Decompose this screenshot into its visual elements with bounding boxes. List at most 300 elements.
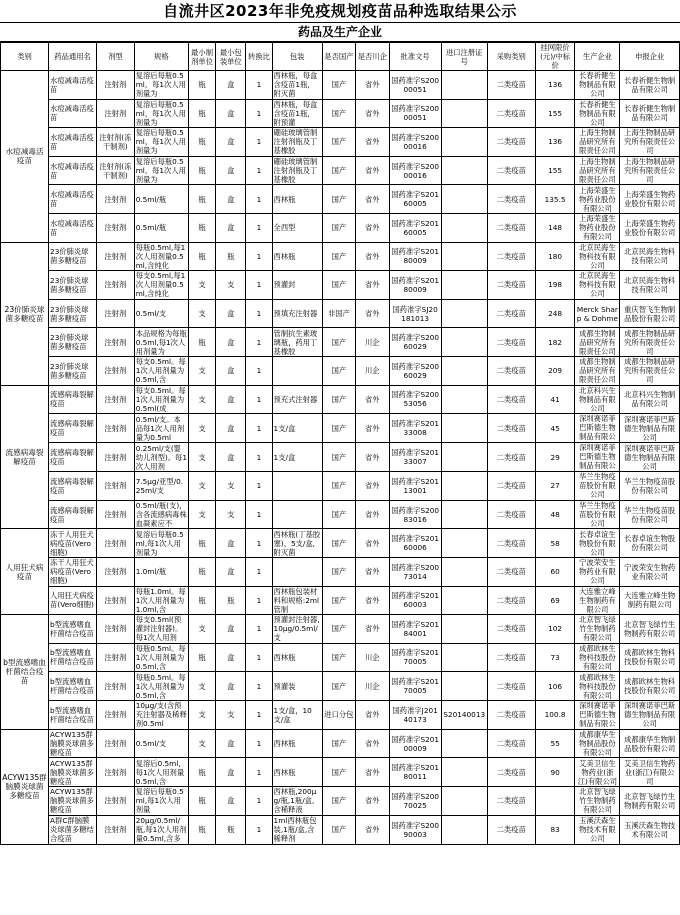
manufacturer-cell [575,758,620,787]
domestic-cell-text: 国产 [331,481,347,491]
drug-name-cell-text: b型流感嗜血杆菌结合疫苗 [50,705,94,724]
spec-cell-text: 每支0.5ml。每1次人用剂量为0.5ml(成 [135,385,186,413]
purchase-class-cell-text: 二类疫苗 [496,481,526,491]
applicant-cell [620,328,680,357]
approval-number-cell [389,99,441,128]
purchase-class-cell [487,787,535,816]
drug-name-cell-text: A群C群脑膜炎球菌多糖结合疫苗 [50,816,94,844]
approval-number-cell-text: 国药准字S20000016 [391,132,440,151]
packaging-cell [272,729,322,758]
spec-cell [134,156,188,185]
packaging-cell [272,643,322,672]
table-row [1,213,680,242]
domestic-cell [322,529,355,558]
approval-number-cell [389,700,441,729]
approval-number-cell-text: 国药准字S20090003 [391,820,440,839]
min-pack-cell [216,758,246,787]
spec-cell-text: 每支0.5ml(预灌封注射器)。每1次人用剂 [135,615,183,643]
spec-cell [134,672,188,701]
purchase-class-cell-text: 二类疫苗 [496,681,526,691]
approval-number-cell [389,299,441,328]
applicant-cell [620,700,680,729]
drug-name-cell-text: b型流感嗜血杆菌结合疫苗 [50,677,94,696]
ratio-cell [246,156,272,185]
domestic-cell [322,443,355,472]
min-pack-cell [216,472,246,501]
min-pack-cell [216,242,246,271]
sichuan-cell-text: 省外 [365,796,380,806]
min-pack-cell [216,586,246,615]
applicant-cell [620,128,680,157]
applicant-cell [620,815,680,844]
min-unit-cell [189,700,216,729]
spec-cell-text: 0.25ml/支(婴幼儿剂型)。每1次人用剂 [135,443,187,471]
price-cell-text: 155 [548,166,563,176]
manufacturer-cell [575,443,620,472]
manufacturer-cell-text: 大连雅立峰生物制药有限公司 [579,586,616,614]
dosage-form-cell-text: 注射剂 [104,652,127,662]
approval-number-cell-text: 国药准字S20160005 [391,190,440,209]
drug-name-cell-text: ACYW135群脑膜炎球菌多糖疫苗 [50,730,94,758]
domestic-cell [322,643,355,672]
manufacturer-cell-text: 成都欧林生物科技股份有限公司 [579,672,616,700]
min-pack-cell [216,787,246,816]
sichuan-cell [356,787,389,816]
applicant-cell [620,472,680,501]
manufacturer-cell [575,586,620,615]
category-cell: 水痘减毒活疫苗 [1,71,49,243]
dosage-form-cell-text: 注射剂 [104,538,127,548]
header-price: 挂网限价(元)/中标价 [535,43,575,71]
sichuan-cell-text: 省外 [365,567,380,577]
sichuan-cell-text: 省外 [365,309,380,319]
header-import-cert: 进口注册证号 [441,43,487,71]
applicant-cell [620,71,680,100]
drug-name-cell-text: 人用狂犬病疫苗(Vero细胞) [50,591,94,610]
min-unit-cell [189,328,216,357]
domestic-cell-text: 国产 [331,251,347,261]
dosage-form-cell [97,758,135,787]
min-unit-cell [189,443,216,472]
spec-cell-text: 1.0ml/瓶 [135,567,167,577]
category-cell: 流感病毒裂解疫苗 [1,385,49,529]
sichuan-cell [356,443,389,472]
ratio-cell [246,787,272,816]
import-cert-cell [441,185,487,214]
packaging-cell-text: 管制抗生素玻璃瓶，药用丁基橡胶 [273,328,318,356]
price-cell [535,586,575,615]
purchase-class-cell-text: 二类疫苗 [496,538,526,548]
approval-number-cell-text: 国药准字S20073014 [391,562,440,581]
purchase-class-cell [487,472,535,501]
approval-number-cell-text: 国药准字S20180011 [391,763,440,782]
drug-name-cell [49,787,97,816]
approval-number-cell [389,472,441,501]
spec-cell [134,615,188,644]
dosage-form-cell [97,672,135,701]
sichuan-cell-text: 省外 [365,280,380,290]
min-pack-cell [216,615,246,644]
import-cert-cell [441,271,487,300]
applicant-cell-text: 上海荣盛生物药业股份有限公司 [624,218,676,237]
sichuan-cell-text: 省外 [365,80,380,90]
applicant-cell-text: 北京智飞绿竹生物制药有限公司 [624,619,676,638]
header-min-pack: 最小包装单位 [216,43,246,71]
approval-number-cell-text: 国药准字S20170005 [391,677,440,696]
manufacturer-cell [575,672,620,701]
table-row [1,500,680,529]
min-unit-cell-text: 瓶 [198,108,206,118]
purchase-class-cell-text: 二类疫苗 [496,567,526,577]
dosage-form-cell [97,586,135,615]
spec-cell-text: 7.5μg/亚型/0.25ml/支 [135,476,184,495]
packaging-cell [272,557,322,586]
packaging-cell [272,586,322,615]
spec-cell-text: 0.5ml/支。本品每1次人用剂量为0.5ml [135,414,185,442]
domestic-cell-text: 国产 [331,166,347,176]
spec-cell [134,271,188,300]
ratio-cell-text: 1 [256,223,262,233]
purchase-class-cell-text: 二类疫苗 [496,710,526,720]
header-manufacturer: 生产企业 [575,43,620,71]
header-dosage-form: 剂型 [97,43,135,71]
ratio-cell-text: 1 [256,251,262,261]
manufacturer-cell [575,787,620,816]
ratio-cell [246,242,272,271]
manufacturer-cell [575,271,620,300]
import-cert-cell [441,385,487,414]
drug-name-cell-text: 水痘减毒活疫苗 [50,190,94,209]
approval-number-cell-text: 国药准字S20160003 [391,591,440,610]
spec-cell [134,328,188,357]
applicant-cell-text: 成都欧林生物科技股份有限公司 [624,677,676,696]
packaging-cell-text: 西林瓶包装材料和规格:2ml管制 [273,586,319,614]
domestic-cell [322,414,355,443]
import-cert-cell [441,729,487,758]
table-row [1,185,680,214]
purchase-class-cell-text: 二类疫苗 [496,825,526,835]
spec-cell [134,758,188,787]
table-row [1,557,680,586]
min-pack-cell-text: 盒 [227,366,235,376]
min-unit-cell [189,156,216,185]
dosage-form-cell-text: 注射剂 [104,394,127,404]
min-unit-cell-text: 瓶 [198,251,206,261]
approval-number-cell [389,643,441,672]
manufacturer-cell-text: 上海生物制品研究所有限责任公司 [579,128,616,156]
drug-name-cell [49,700,97,729]
price-cell [535,99,575,128]
sichuan-cell [356,299,389,328]
purchase-class-cell-text: 二类疫苗 [496,394,526,404]
min-pack-cell-text: 盒 [227,796,235,806]
drug-name-cell [49,443,97,472]
domestic-cell-text: 进口分包 [324,710,354,720]
drug-name-cell [49,185,97,214]
applicant-cell [620,242,680,271]
ratio-cell [246,99,272,128]
drug-name-cell [49,271,97,300]
min-unit-cell-text: 瓶 [198,767,206,777]
table-row [1,758,680,787]
packaging-cell-text: 西林瓶，每盒含疫苗1瓶，附灭菌 [273,71,318,99]
min-pack-cell-text: 盒 [227,624,235,634]
purchase-class-cell [487,700,535,729]
min-pack-cell-text: 盒 [227,739,235,749]
applicant-cell [620,586,680,615]
packaging-cell [272,271,322,300]
import-cert-cell [441,787,487,816]
applicant-cell-text: 长春祈健生物制品有限公司 [624,75,676,94]
sichuan-cell-text: 省外 [365,137,380,147]
domestic-cell [322,271,355,300]
applicant-cell [620,414,680,443]
min-unit-cell-text: 支 [198,394,206,404]
applicant-cell-text: 深圳赛诺菲巴斯德生物制品有限公司 [624,414,676,442]
drug-name-cell [49,815,97,844]
drug-name-cell-text: 冻干人用狂犬病疫苗(Vero细胞) [50,558,94,586]
manufacturer-cell [575,156,620,185]
applicant-cell-text: 华兰生物疫苗股份有限公司 [624,476,676,495]
packaging-cell [272,700,322,729]
spec-cell-text: 10μg/支(含预充注射器及稀释剂0.5ml [135,701,187,729]
packaging-cell-text: 西林瓶，每盒含疫苗1瓶，附预灌 [273,99,318,127]
sichuan-cell [356,672,389,701]
dosage-form-cell [97,787,135,816]
manufacturer-cell [575,242,620,271]
packaging-cell [272,815,322,844]
sichuan-cell-text: 省外 [365,166,380,176]
import-cert-cell [441,815,487,844]
import-cert-cell [441,758,487,787]
sichuan-cell-text: 省外 [365,510,380,520]
domestic-cell [322,99,355,128]
domestic-cell-text: 国产 [331,337,347,347]
purchase-class-cell-text: 二类疫苗 [496,624,526,634]
dosage-form-cell-text: 注射剂 [104,796,127,806]
dosage-form-cell-text: 注射剂 [104,510,127,520]
ratio-cell-text: 1 [256,825,262,835]
manufacturer-cell [575,414,620,443]
approval-number-cell [389,615,441,644]
price-cell [535,71,575,100]
spec-cell [134,128,188,157]
import-cert-cell [441,586,487,615]
import-cert-cell [441,128,487,157]
drug-name-cell [49,328,97,357]
dosage-form-cell [97,443,135,472]
manufacturer-cell-text: 深圳赛诺菲巴斯德生物制品有限公 [579,443,616,471]
price-cell-text: 148 [548,223,563,233]
applicant-cell [620,500,680,529]
packaging-cell [272,185,322,214]
drug-name-cell-text: 流感病毒裂解疫苗 [50,505,94,524]
domestic-cell [322,672,355,701]
price-cell-text: 83 [550,825,560,835]
manufacturer-cell [575,299,620,328]
document-title: 自流井区2023年非免疫规划疫苗品种选取结果公示 [0,0,680,23]
min-pack-cell-text: 盒 [227,194,235,204]
approval-number-cell-text: 国药准字S20113001 [391,476,440,495]
import-cert-cell [441,328,487,357]
sichuan-cell [356,414,389,443]
price-cell [535,529,575,558]
price-cell-text: 58 [550,538,560,548]
min-pack-cell [216,185,246,214]
dosage-form-cell-text: 注射剂 [104,739,127,749]
dosage-form-cell-text: 注射剂(冻干制剂) [99,132,132,151]
import-cert-cell [441,71,487,100]
drug-name-cell [49,242,97,271]
ratio-cell-text: 1 [256,137,262,147]
packaging-cell [272,787,322,816]
ratio-cell-text: 1 [256,652,262,662]
manufacturer-cell [575,729,620,758]
drug-name-cell [49,500,97,529]
approval-number-cell-text: 国药准字S20000016 [391,161,440,180]
approval-number-cell [389,758,441,787]
manufacturer-cell-text: 北京智飞绿竹生物制药有限公司 [579,787,616,815]
min-pack-cell-text: 盒 [227,108,235,118]
dosage-form-cell [97,529,135,558]
dosage-form-cell-text: 注射剂 [104,567,127,577]
min-pack-cell-text: 盒 [227,538,235,548]
min-unit-cell [189,385,216,414]
min-pack-cell [216,643,246,672]
min-unit-cell [189,643,216,672]
table-row [1,729,680,758]
min-unit-cell-text: 支 [198,366,206,376]
applicant-cell-text: 上海生物制品研究所有限责任公司 [624,128,676,156]
approval-number-cell-text: 国药准字S20180009 [391,247,440,266]
min-pack-cell-text: 盒 [227,452,235,462]
min-unit-cell [189,729,216,758]
spec-cell [134,185,188,214]
manufacturer-cell-text: 宁波荣安生物药业有限公司 [579,558,616,586]
spec-cell [134,700,188,729]
price-cell [535,128,575,157]
dosage-form-cell [97,815,135,844]
price-cell-text: 55 [550,739,560,749]
dosage-form-cell-text: 注射剂 [104,80,127,90]
min-unit-cell-text: 支 [198,452,206,462]
applicant-cell-text: 成都生物制品研究所有限责任公司 [624,357,676,385]
price-cell-text: 102 [548,624,563,634]
applicant-cell [620,443,680,472]
domestic-cell [322,729,355,758]
manufacturer-cell-text: Merck Sharp & Dohme [576,304,619,323]
min-unit-cell-text: 瓶 [198,80,206,90]
packaging-cell [272,385,322,414]
applicant-cell-text: 北京科兴生物制品有限公司 [624,390,676,409]
domestic-cell-text: 国产 [331,767,347,777]
packaging-cell [272,356,322,385]
domestic-cell [322,213,355,242]
drug-name-cell-text: ACYW135群脑膜炎球菌多糖疫苗 [50,787,94,815]
purchase-class-cell [487,586,535,615]
table-row [1,414,680,443]
applicant-cell [620,758,680,787]
import-cert-cell [441,213,487,242]
approval-number-cell [389,529,441,558]
min-pack-cell [216,213,246,242]
spec-cell-text: 复溶后每瓶0.5ml，每1次人用剂量为 [135,99,186,127]
drug-name-cell-text: 水痘减毒活疫苗 [50,161,94,180]
packaging-cell-text: 全西型 [273,223,296,233]
approval-number-cell-text: 国药准字S20170005 [391,648,440,667]
min-unit-cell [189,672,216,701]
domestic-cell [322,356,355,385]
purchase-class-cell-text: 二类疫苗 [496,194,526,204]
min-unit-cell [189,128,216,157]
purchase-class-cell-text: 二类疫苗 [496,280,526,290]
min-pack-cell [216,71,246,100]
min-pack-cell-text: 盒 [227,223,235,233]
category-cell: b型流感嗜血杆菌结合疫苗 [1,615,49,730]
dosage-form-cell-text: 注射剂 [104,452,127,462]
packaging-cell-text: 预充式注射器 [273,394,318,404]
min-pack-cell-text: 盒 [227,80,235,90]
packaging-cell [272,328,322,357]
import-cert-cell [441,643,487,672]
purchase-class-cell-text: 二类疫苗 [496,108,526,118]
applicant-cell [620,557,680,586]
dosage-form-cell-text: 注射剂 [104,767,127,777]
min-pack-cell [216,443,246,472]
dosage-form-cell [97,385,135,414]
min-unit-cell-text: 瓶 [198,223,206,233]
domestic-cell-text: 国产 [331,510,347,520]
manufacturer-cell-text: 深圳赛诺菲巴斯德生物制品有限公 [579,700,616,728]
sichuan-cell [356,385,389,414]
applicant-cell-text: 成都欧林生物科技股份有限公司 [624,648,676,667]
drug-name-cell-text: 23价肺炎球菌多糖疫苗 [50,333,89,352]
purchase-class-cell-text: 二类疫苗 [496,767,526,777]
packaging-cell-text: 1支/盒，10支/盒 [273,705,312,724]
import-cert-cell [441,672,487,701]
dosage-form-cell [97,185,135,214]
price-cell-text: 100.8 [544,710,566,720]
approval-number-cell [389,213,441,242]
spec-cell [134,443,188,472]
ratio-cell-text: 1 [256,394,262,404]
purchase-class-cell-text: 二类疫苗 [496,739,526,749]
price-cell [535,615,575,644]
spec-cell-text: 0.5ml/瓶 [135,223,167,233]
approval-number-cell-text: 国药准字S20060029 [391,361,440,380]
min-unit-cell-text: 支 [198,510,206,520]
manufacturer-cell [575,557,620,586]
price-cell-text: 45 [550,423,560,433]
price-cell-text: 27 [550,481,560,491]
min-pack-cell [216,328,246,357]
min-unit-cell [189,242,216,271]
approval-number-cell [389,414,441,443]
drug-name-cell-text: 23价肺炎球菌多糖疫苗 [50,304,89,323]
price-cell [535,729,575,758]
table-row [1,271,680,300]
domestic-cell [322,586,355,615]
sichuan-cell-text: 川企 [365,681,380,691]
min-unit-cell [189,615,216,644]
dosage-form-cell [97,414,135,443]
applicant-cell-text: 北京民海生物科技有限公司 [624,275,676,294]
packaging-cell-text: 硼硅玻璃管制注射剂瓶及丁基橡胶 [273,157,318,185]
min-unit-cell-text: 瓶 [198,567,206,577]
import-cert-cell [441,443,487,472]
purchase-class-cell-text: 二类疫苗 [496,423,526,433]
price-cell [535,472,575,501]
